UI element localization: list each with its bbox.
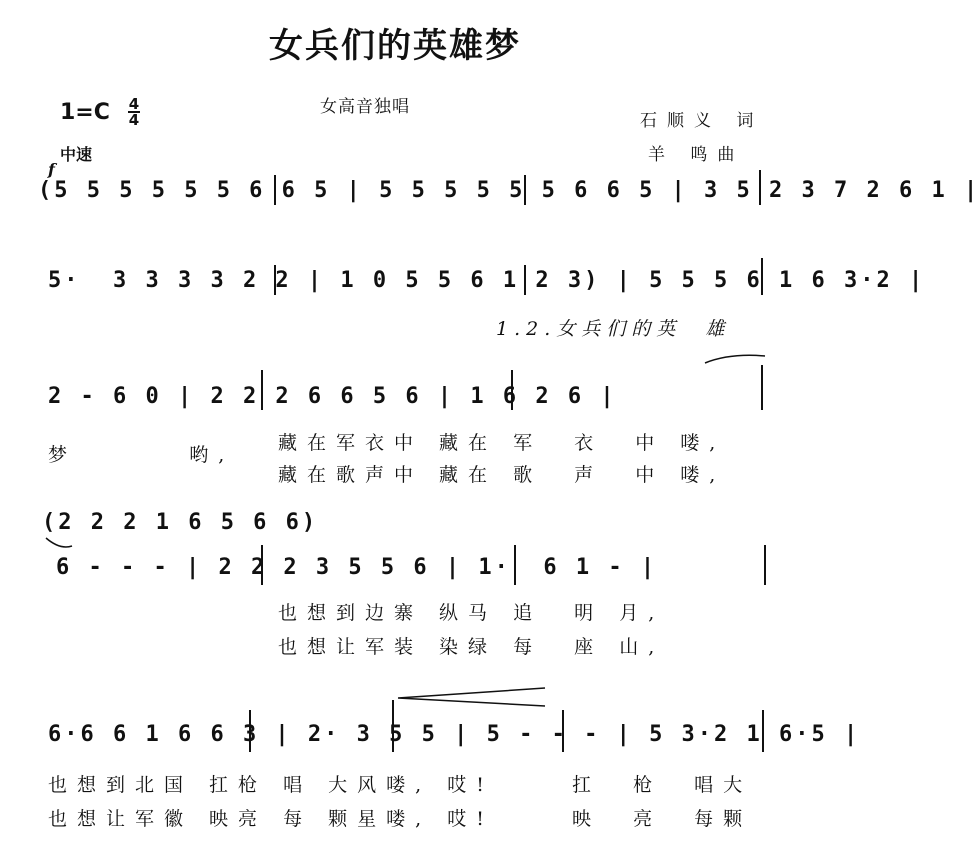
tempo-marking: 中速 [60,145,93,164]
lyric-line-4a: 也想到边寨 纵马 追 明 月, [278,602,665,624]
lyricist-credit: 石顺义 词 [640,111,764,131]
lyric-line-5d: 映 亮 每颗 [572,808,753,830]
lyric-line-3c: 藏在歌声中 藏在 歌 声 中 喽, [278,464,726,486]
composer-credit: 羊 鸣曲 [648,145,745,165]
time-signature-top: 4 [128,95,140,113]
score-line-1: (5 5 5 5 5 5 6 6 5 | 5 5 5 5 5 5 6 6 5 | 3 5 2 3 7 2 6 1 | [38,178,980,203]
lyric-line-4b: 也想让军装 染绿 每 座 山, [278,636,665,658]
lyric-line-3b: 藏在军衣中 藏在 军 衣 中 喽, [278,432,726,454]
dynamic-marking: f [48,160,55,179]
lyric-line-1: 1.2.女兵们的英 雄 [496,318,731,340]
time-signature-bottom: 4 [128,111,140,129]
lyric-line-5a: 也想到北国 扛枪 唱 大风喽, 哎! [48,774,494,796]
lyric-line-3a: 梦 哟, [48,444,235,466]
lyric-line-5c: 扛 枪 唱大 [572,774,753,796]
lyric-line-5b: 也想让军徽 映亮 每 颗星喽, 哎! [48,808,494,830]
key-signature: 1=C [60,100,110,125]
performance-type: 女高音独唱 [320,97,410,117]
score-line-4a: (2 2 2 1 6 5 6 6) [42,510,319,535]
score-line-4: 6 - - - | 2 2 2 3 5 5 6 | 1· 6 1 - | [56,555,658,580]
score-line-2: 5· 3 3 3 3 2 2 | 1 0 5 5 6 1 2 3) | 5 5 5 6 1 6 3·2 | [48,268,926,293]
song-title: 女兵们的英雄梦 [269,26,521,66]
score-line-3: 2 - 6 0 | 2 2 2 6 6 5 6 | 1 6 2 6 | [48,384,617,409]
score-line-5: 6·6 6 1 6 6 3 | 2· 3 5 5 | 5 - - - | 5 3·2 1 6·5 | [48,722,861,747]
